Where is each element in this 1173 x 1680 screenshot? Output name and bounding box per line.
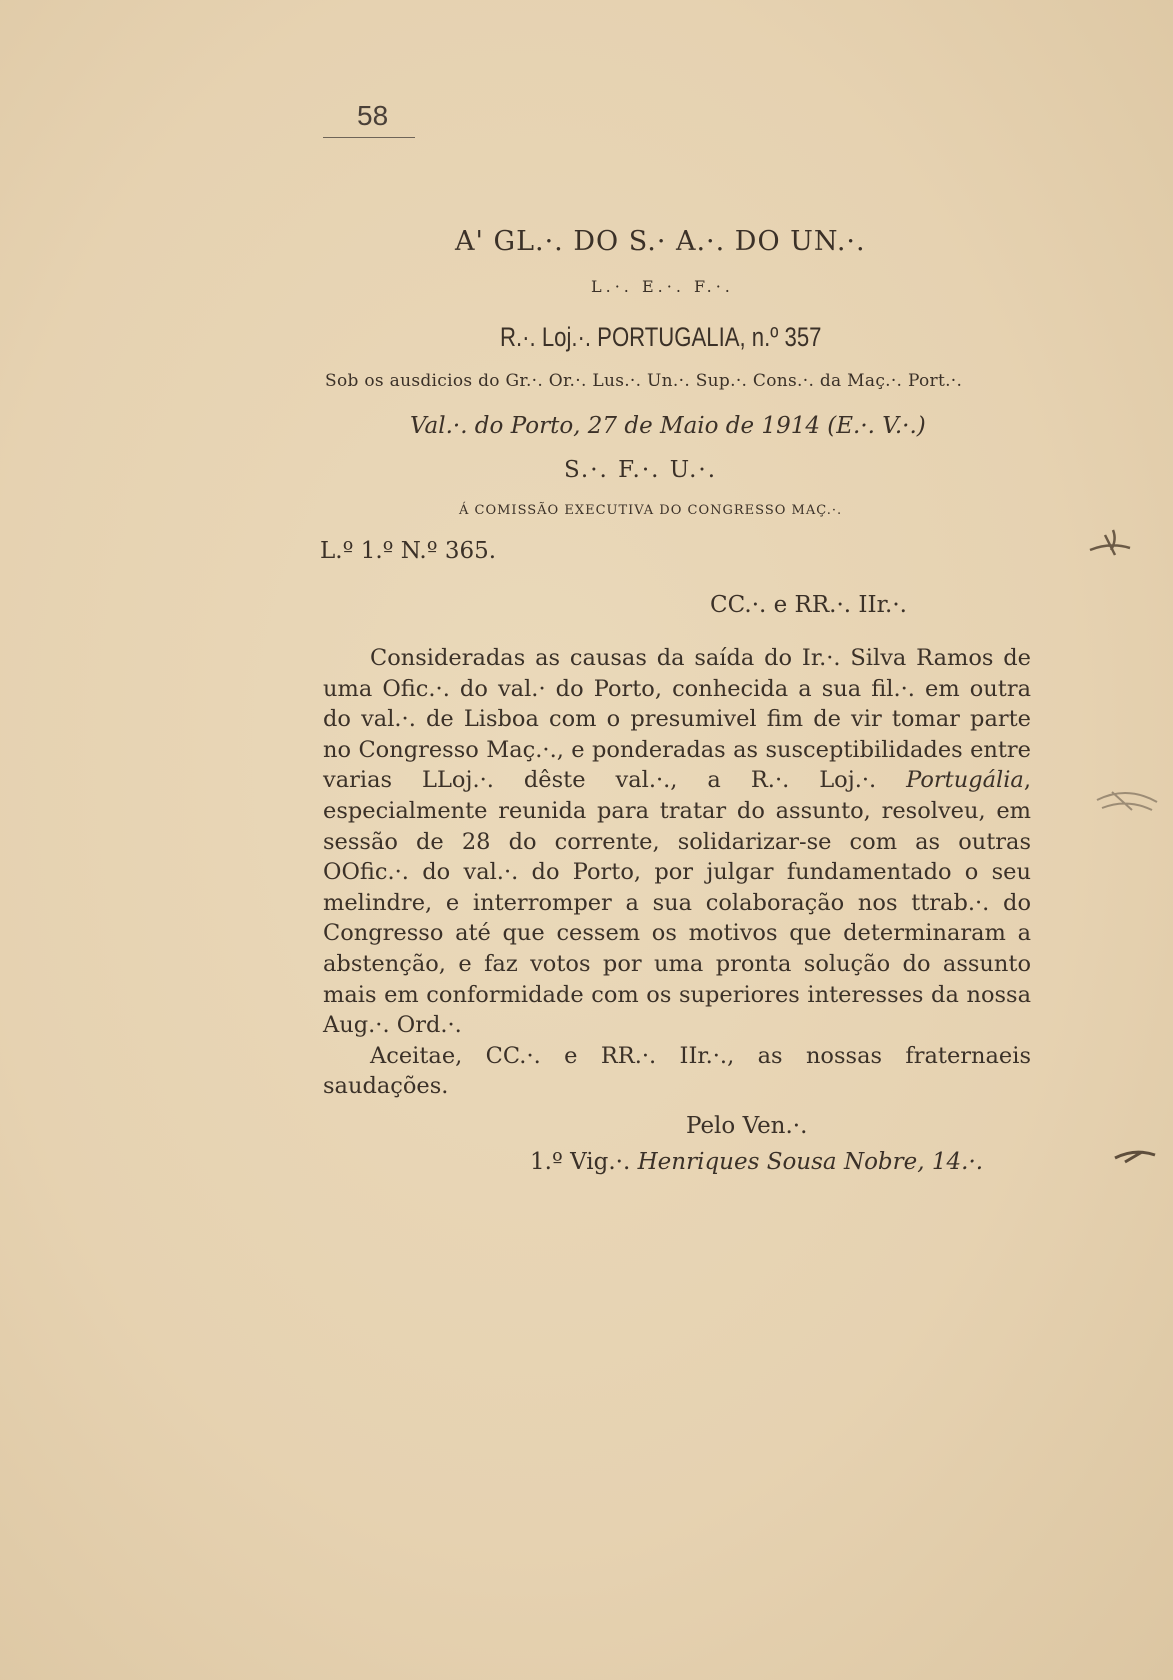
page-number: 58	[357, 100, 389, 131]
letter-body	[323, 643, 1031, 1102]
signature-line-1: Pelo Ven.·.	[686, 1113, 808, 1139]
body-paragraph-1	[323, 643, 1031, 1041]
header-motto: L.·. E.·. F.·.	[591, 277, 734, 296]
header-auspices: Sob os ausdicios do Gr.·. Or.·. Lus.·. Un.·. Sup.·. Cons.·. da Maç.·. Port.·.	[325, 371, 963, 391]
header-sfu: S.·. F.·. U.·.	[564, 457, 718, 483]
header-place-date: Val.·. do Porto, 27 de Maio de 1914 (E.·. V.·.)	[410, 413, 926, 439]
body-paragraph-1-part-b: , especialmente reunida para tratar do assunto, resolveu, em sessão de 28 do corrente, solidarizar-se com as outras OOfic.·. do val.·. do Porto, por julgar fundamentado o seu melindre, e interromper a sua colaboração nos ttrab.·. do Congresso até que cessem os motivos que determinaram a abstenção, e faz votos por uma pronta solução do assunto mais em conformidade com os superiores interesses da nossa Aug.·. Ord.·.	[323, 767, 1031, 1039]
letter-reference: L.º 1.º N.º 365.	[320, 538, 497, 564]
ink-smudge-icon	[1092, 780, 1162, 820]
lodge-name-italic: Portugália	[906, 767, 1024, 794]
signature-name: Henriques Sousa Nobre, 14.·.	[637, 1149, 984, 1175]
body-paragraph-2: Aceitae, CC.·. e RR.·. IIr.·., as nossas fraternaeis saudações.	[323, 1042, 1031, 1100]
header-grand-lodge: A' GL.·. DO S.· A.·. DO UN.·.	[455, 226, 866, 257]
body-paragraph-1-part-a: Consideradas as causas da saída do Ir.·. Silva Ramos de uma Ofic.·. do val.· do Porto, conhecida a sua fil.·. em outra do val.·. de Lisboa com o presumivel fim de vir tomar parte no Congresso Maç.·., e ponderadas as susceptibilidades entre varias LLoj.·. dêste val.·., a R.·. Loj.·.	[323, 645, 1031, 794]
header-lodge-name: R.·. Loj.·. PORTUGALIA, n.º 357	[500, 322, 822, 352]
ink-arrow-mark-icon	[1110, 1140, 1160, 1170]
page-number-underline	[323, 137, 415, 138]
letter-salutation: CC.·. e RR.·. IIr.·.	[710, 592, 907, 618]
ink-mark-icon	[1085, 520, 1135, 560]
signature-title: 1.º Vig.·.	[530, 1149, 638, 1175]
header-addressee: Á COMISSÃO EXECUTIVA DO CONGRESSO MAÇ.·.	[459, 503, 843, 518]
signature-line-2	[530, 1149, 983, 1175]
